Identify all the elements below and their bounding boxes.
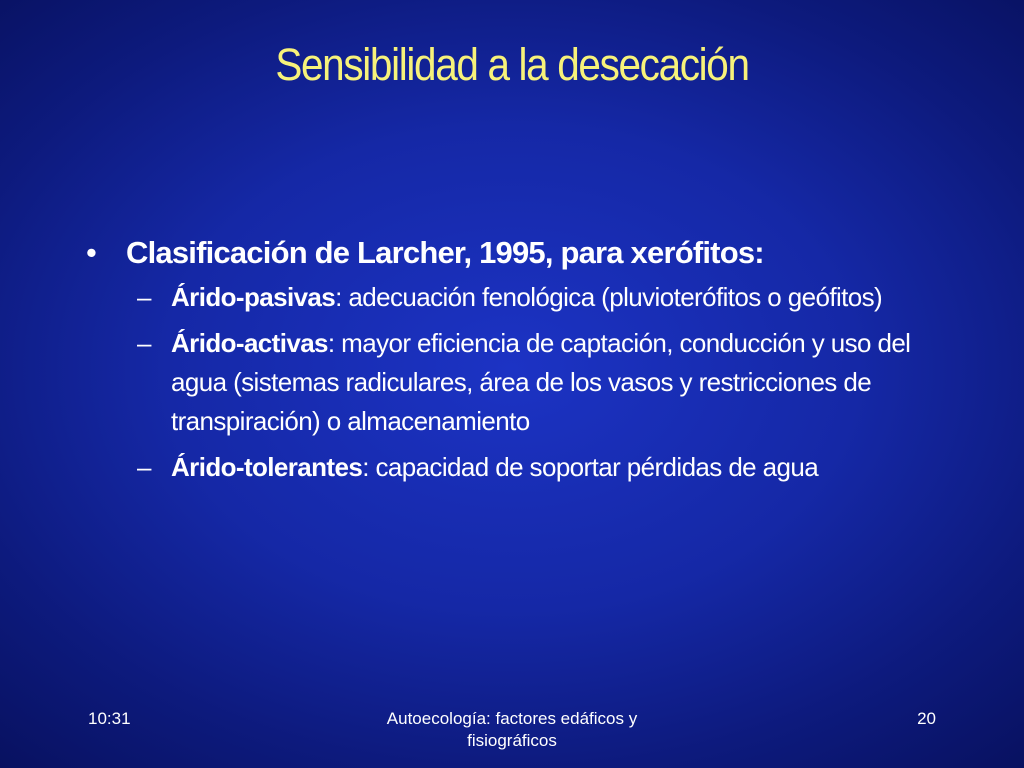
footer-page-number: 20 (917, 709, 936, 728)
main-bullet-text: Clasificación de Larcher, 1995, para xerófitos: (126, 235, 764, 270)
footer-course-title: Autoecología: factores edáficos y fisiográficos (386, 709, 638, 750)
sub-item-text (171, 324, 931, 441)
dash-icon: – (137, 328, 151, 358)
sub-bullet-list (86, 278, 966, 487)
sub-item-arido-tolerantes (137, 448, 966, 487)
dash-icon: – (137, 452, 151, 482)
sub-item-text (171, 278, 931, 317)
sub-item-arido-pasivas (137, 278, 966, 317)
sub-item-description: : adecuación fenológica (pluvioterófitos o geófitos) (335, 282, 883, 312)
bullet-icon: • (86, 235, 97, 270)
sub-item-term: Árido-activas (171, 328, 328, 358)
main-bullet (86, 230, 966, 276)
sub-item-term: Árido-tolerantes (171, 452, 363, 482)
slide-title: Sensibilidad a la desecación (275, 39, 749, 90)
footer-time: 10:31 (88, 709, 131, 728)
sub-item-description: : capacidad de soportar pérdidas de agua (362, 452, 819, 482)
sub-item-arido-activas (137, 324, 966, 441)
dash-icon: – (137, 282, 151, 312)
sub-item-text (171, 448, 931, 487)
sub-item-term: Árido-pasivas (171, 282, 336, 312)
sub-item-description: : mayor eficiencia de captación, conducción y uso del agua (sistemas radiculares, área de los vasos y restricciones de transpiración) o almacenamiento (171, 328, 911, 436)
slide-content (86, 230, 966, 494)
